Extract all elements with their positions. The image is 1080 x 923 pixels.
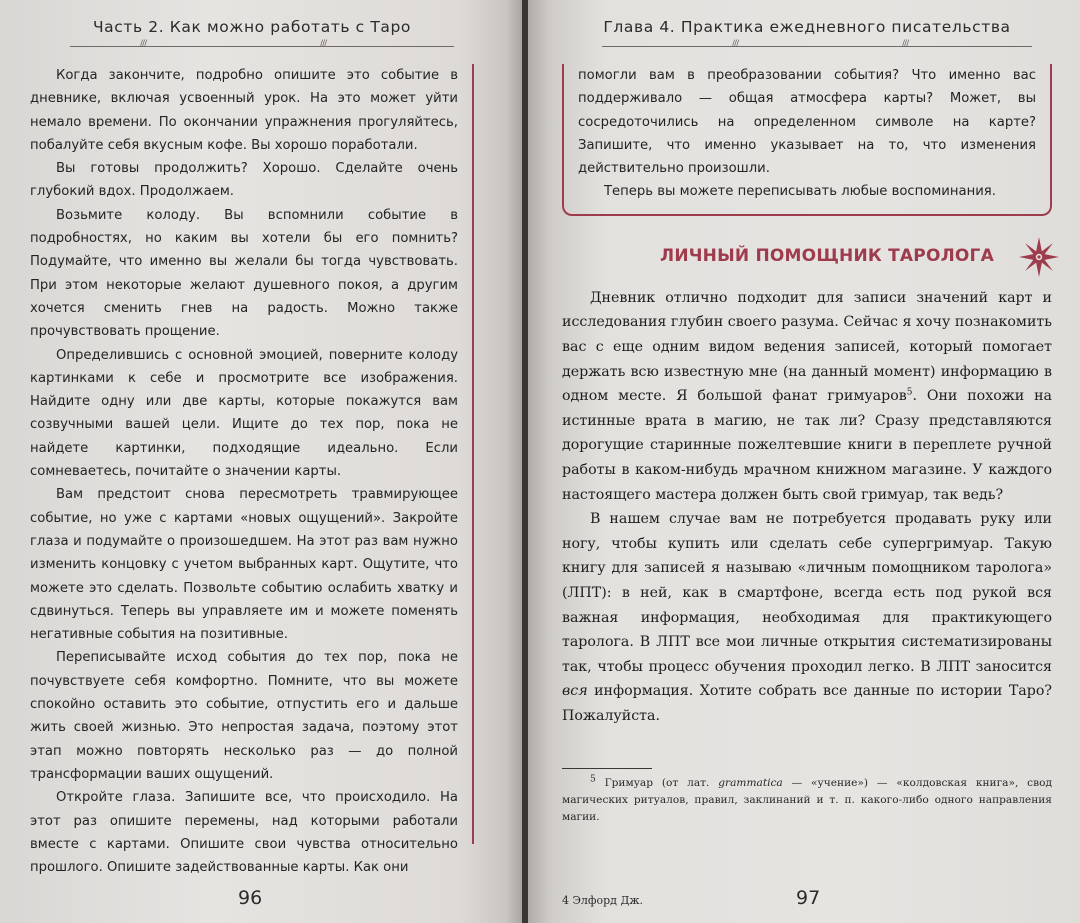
paragraph: Переписывайте исход события до тех пор, пока не почувствуете себя комфортно. Помните, что вы можете спокойно оставить это событие, отпустить его и дальше жить своей жизнью. Это непростая задача, поэтому этот этап можно повторять несколько раз — до полной трансформации ваших ощущений. xyxy=(30,650,458,782)
paragraph: Вы готовы продолжить? Хорошо. Сделайте очень глубокий вдох. Продолжаем. xyxy=(30,161,458,200)
rule-mark-icon: /// xyxy=(140,39,147,49)
paragraph: Откройте глаза. Запишите все, что происходило. На этот раз опишите перемены, над которыми работали вместе с картами. Опишите свои чувства относительно прошлого. Опишите задействованные карты. Как они xyxy=(30,790,458,876)
text-run: Дневник отлично подходит для записи значений карт и исследования глубин своего разума. Сейчас я хочу познакомить вас с еще одним видом ведения записей, который помогает держать всю известную мне (на данный момент) информацию в одном месте. Я большой фанат гримуаров xyxy=(562,289,1052,405)
text-run: . Они похожи на истинные врата в магию, не так ли? Сразу представляются дорогущие старинные пожелтевшие книги в переплете ручной работы в каком-нибудь мрачном книжном магазине. У каждого настоящего мастера должен быть свой гримуар, так ведь? xyxy=(562,388,1052,503)
left-body-text xyxy=(30,64,474,876)
head-rule-line xyxy=(602,46,1032,47)
footnote xyxy=(562,775,1052,826)
text-run: — «учение») — «колдовская книга», свод магических ритуалов, правил, заклинаний и т. п. какого-либо одного направления магии. xyxy=(562,777,1052,824)
exercise-box xyxy=(562,64,1052,216)
text-run: Гримуар (от лат. xyxy=(595,777,719,790)
right-body-text xyxy=(562,286,1052,729)
text-run: информация. Хотите собрать все данные по истории Таро? Пожалуйста. xyxy=(562,683,1052,724)
paragraph xyxy=(562,507,1052,728)
paragraph: Когда закончите, подробно опишите это событие в дневнике, включая усвоенный урок. На это может уйти немало времени. По окончании упражнения прогуляйтесь, побалуйте себя вкусным кофе. Вы хорошо поработали. xyxy=(30,68,458,153)
compass-star-icon xyxy=(1018,236,1060,278)
head-rule-line xyxy=(70,46,454,47)
paragraph: Вам предстоит снова пересмотреть травмирующее событие, но уже с картами «новых ощущений». Закройте глаза и подумайте о произошедшем. На этот раз вам нужно изменить концовку с учетом выбранных карт. Ощутите, что можете это сделать. Позвольте событию ослабить хватку и сдвинуться. Теперь вы управляете им и можете поменять негативные события на позитивные. xyxy=(30,487,458,643)
box-paragraph: помогли вам в преобразовании события? Что именно вас поддерживало — общая атмосфера карты? Может, вы сосредоточились на определенном символе на карте? Запишите, что именно указывает на то, что изменения действительно произошли. xyxy=(578,68,1036,177)
running-head-left: Часть 2. Как можно работать с Таро xyxy=(92,18,412,36)
emphasis: вся xyxy=(562,683,588,700)
paragraph: Возьмите колоду. Вы вспомнили событие в подробностях, но каким вы хотели бы его помнить? Подумайте, что именно вы желали бы тогда чувствовать. При этом некоторые желают душевного покоя, а другим хочется сменить гнев на радость. Можно также прочувствовать прощение. xyxy=(30,207,458,340)
footnote-number: 5 xyxy=(590,774,596,785)
running-head-right: Глава 4. Практика ежедневного писательства xyxy=(603,18,1011,36)
text-run: В нашем случае вам не потребуется продавать руку или ногу, чтобы купить или сделать себе супергримуар. Такую книгу для записей я называю «личным помощником таролога» (ЛПТ): в ней, как в смартфоне, всегда есть под рукой вся важная информация, необходимая для практикующего таролога. В ЛПТ все мои личные открытия систематизированы так, чтобы процесс обучения проходил легко. В ЛПТ заносится xyxy=(562,511,1052,675)
rule-mark-icon: /// xyxy=(732,39,739,49)
emphasis: grammatica xyxy=(718,777,783,790)
footnote-text xyxy=(562,775,1052,826)
right-page xyxy=(528,0,1080,923)
left-page xyxy=(0,0,522,923)
box-paragraph: Теперь вы можете переписывать любые воспоминания. xyxy=(604,184,996,200)
head-rule-left xyxy=(30,40,474,52)
page-number-left: 96 xyxy=(238,887,263,909)
paragraph: Определившись с основной эмоцией, поверните колоду картинками к себе и просмотрите все изображения. Найдите одну или две карты, которые покажутся вам созвучными вашей цели. Ищите до тех пор, пока не найдете картинки, подходящие идеально. Если сомневаетесь, почитайте о значении карты. xyxy=(30,347,458,480)
section-title: ЛИЧНЫЙ ПОМОЩНИК ТАРОЛОГА xyxy=(660,245,994,266)
head-rule-right xyxy=(562,40,1052,52)
section-header xyxy=(562,236,1052,276)
rule-mark-icon: /// xyxy=(320,39,327,49)
page-number-right: 97 xyxy=(796,887,821,909)
paragraph xyxy=(562,286,1052,507)
footer-author: 4 Элфорд Дж. xyxy=(562,894,644,907)
footnote-ref: 5 xyxy=(906,387,913,398)
footnote-rule xyxy=(562,768,652,769)
rule-mark-icon: /// xyxy=(902,39,909,49)
